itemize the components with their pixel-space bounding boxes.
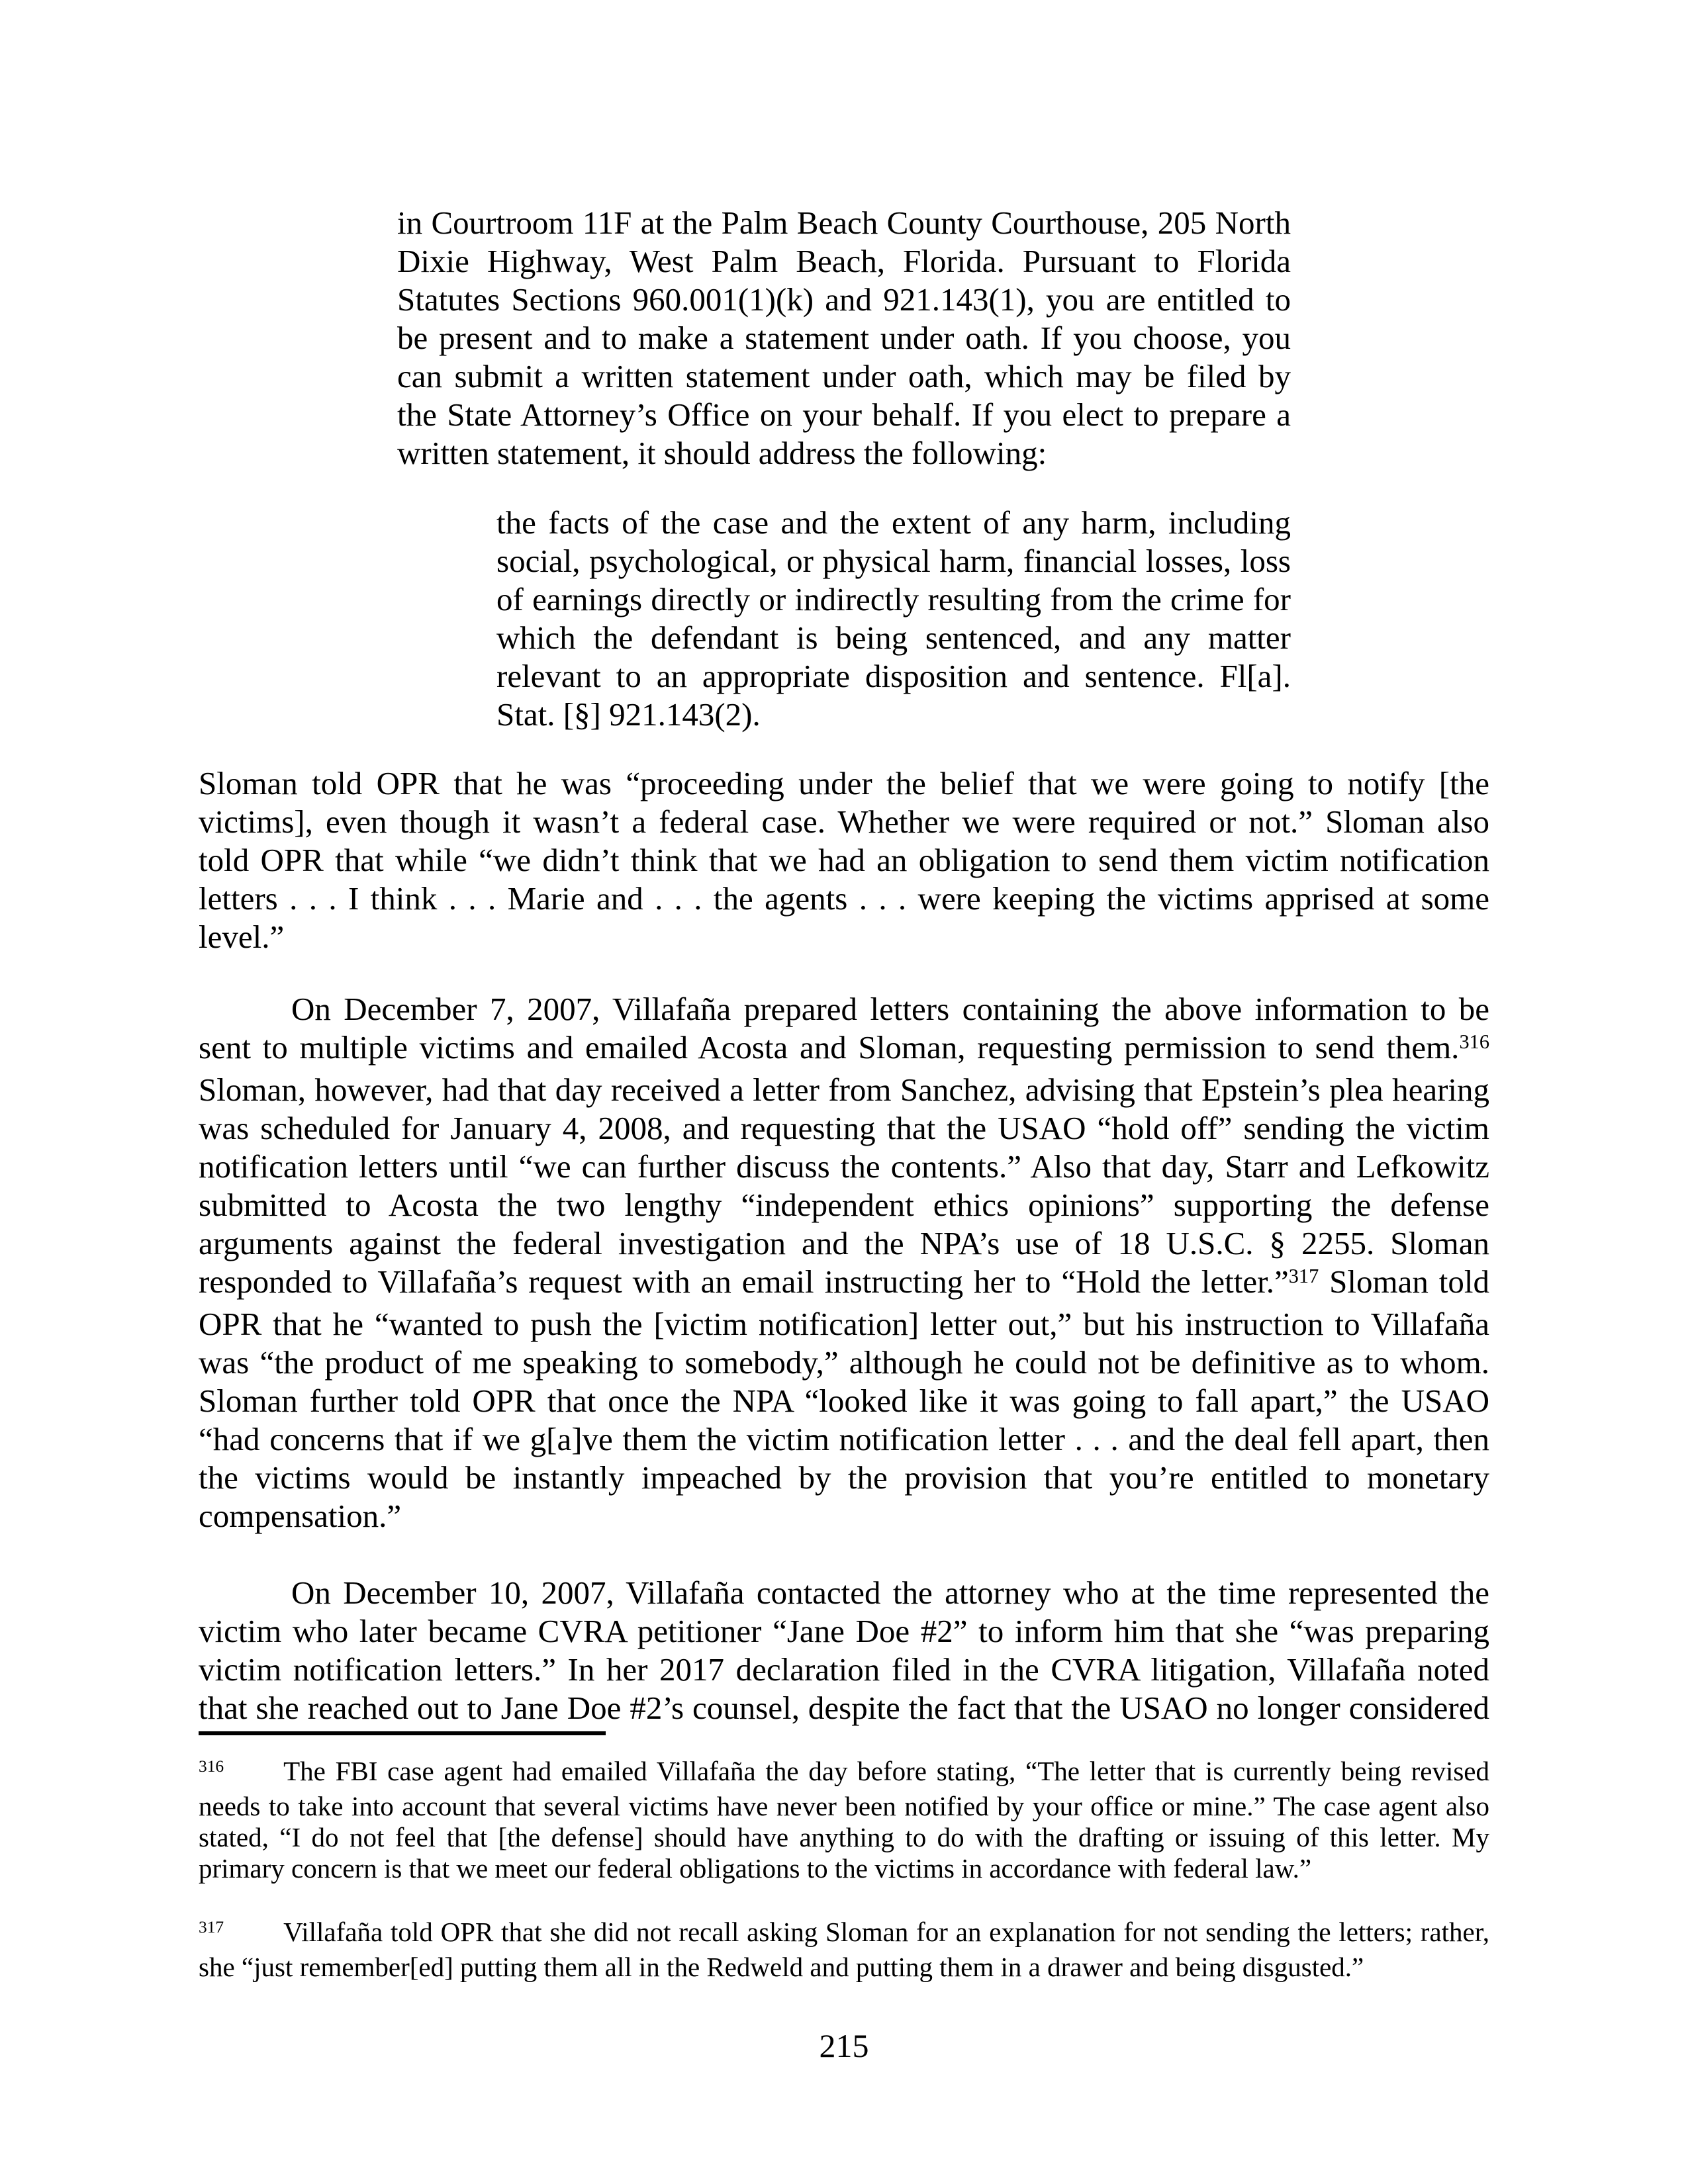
text-line: the State Attorney’s Office on your behalf. If you elect to prepare a bbox=[397, 396, 1291, 433]
text-line: the victims would be instantly impeached by the provision that you’re entitled to monetary bbox=[199, 1459, 1489, 1496]
text-line bbox=[199, 1028, 1489, 1071]
text-line: primary concern is that we meet our federal obligations to the victims in accordance with federal law.” bbox=[199, 1853, 1312, 1884]
text-line: needs to take into account that several victims have never been notified by your office or mine.” The case agent also bbox=[199, 1791, 1489, 1821]
text-line bbox=[199, 1263, 1489, 1305]
text-line: Dixie Highway, West Palm Beach, Florida. Pursuant to Florida bbox=[397, 243, 1291, 279]
text-line: victims], even though it wasn’t a federal case. Whether we were required or not.” Sloman also bbox=[199, 803, 1489, 840]
text-line: OPR that he “wanted to push the [victim notification] letter out,” but his instruction to Villafaña bbox=[199, 1306, 1489, 1342]
text-line: letters . . . I think . . . Marie and . . . the agents . . . were keeping the victims apprised at some bbox=[199, 880, 1489, 917]
text-line: “had concerns that if we g[a]ve them the victim notification letter . . . and the deal fell apart, then bbox=[199, 1421, 1489, 1457]
text-line: victim notification letters.” In her 2017 declaration filed in the CVRA litigation, Villafaña noted bbox=[199, 1651, 1489, 1688]
page-number: 215 bbox=[819, 2027, 869, 2064]
text-line: compensation.” bbox=[199, 1498, 402, 1534]
text-segment: sent to multiple victims and emailed Acosta and Sloman, requesting permission to send them. bbox=[199, 1029, 1460, 1066]
paragraph-december-7-2007 bbox=[199, 990, 1489, 1535]
text-line: in Courtroom 11F at the Palm Beach County Courthouse, 205 North bbox=[397, 205, 1291, 241]
paragraph-december-10-2007 bbox=[199, 1574, 1489, 1727]
text-line bbox=[199, 1917, 1489, 1952]
text-line: the facts of the case and the extent of any harm, including bbox=[496, 504, 1291, 541]
text-segment: The FBI case agent had emailed Villafaña the day before stating, “The letter that is currently being revised bbox=[283, 1756, 1489, 1786]
text-line: Stat. [§] 921.143(2). bbox=[496, 696, 761, 733]
footnote-reference: 317 bbox=[199, 1918, 224, 1937]
text-line: was “the product of me speaking to somebody,” although he could not be definitive as to whom. bbox=[199, 1344, 1489, 1381]
text-line: level.” bbox=[199, 919, 285, 955]
text-line: social, psychological, or physical harm, financial losses, loss bbox=[496, 543, 1291, 579]
text-line: can submit a written statement under oath, which may be filed by bbox=[397, 358, 1291, 394]
text-line: relevant to an appropriate disposition and sentence. Fl[a]. bbox=[496, 658, 1291, 694]
text-line: told OPR that while “we didn’t think that we had an obligation to send them victim notification bbox=[199, 842, 1489, 878]
text-line: that she reached out to Jane Doe #2’s counsel, despite the fact that the USAO no longer considered bbox=[199, 1690, 1489, 1726]
footnote-317 bbox=[199, 1917, 1489, 1983]
text-line: of earnings directly or indirectly resulting from the crime for bbox=[496, 581, 1291, 617]
blockquote-level-1 bbox=[397, 204, 1291, 473]
text-line: Sloman further told OPR that once the NPA “looked like it was going to fall apart,” the USAO bbox=[199, 1383, 1489, 1419]
text-line: notification letters until “we can further discuss the contents.” Also that day, Starr and Lefkowitz bbox=[199, 1148, 1489, 1185]
footnote-separator bbox=[199, 1731, 606, 1735]
footnote-reference: 316 bbox=[1459, 1030, 1489, 1053]
text-line: be present and to make a statement under oath. If you choose, you bbox=[397, 320, 1291, 356]
text-line: was scheduled for January 4, 2008, and requesting that the USAO “hold off” sending the victim bbox=[199, 1110, 1489, 1146]
text-line: submitted to Acosta the two lengthy “independent ethics opinions” supporting the defense bbox=[199, 1187, 1489, 1223]
text-line: Sloman, however, had that day received a letter from Sanchez, advising that Epstein’s plea hearing bbox=[199, 1071, 1489, 1108]
text-line: which the defendant is being sentenced, and any matter bbox=[496, 619, 1291, 656]
text-line: written statement, it should address the following: bbox=[397, 435, 1047, 471]
text-segment: Villafaña told OPR that she did not recall asking Sloman for an explanation for not sending the letters; rather, bbox=[283, 1917, 1489, 1947]
text-line: Statutes Sections 960.001(1)(k) and 921.143(1), you are entitled to bbox=[397, 281, 1291, 318]
text-segment: responded to Villafaña’s request with an email instructing her to “Hold the letter.” bbox=[199, 1263, 1289, 1300]
text-line: stated, “I do not feel that [the defense] should have anything to do with the drafting or issuing of this letter. My bbox=[199, 1822, 1489, 1852]
text-segment: Sloman told bbox=[1319, 1263, 1489, 1300]
paragraph-sloman-told-opr bbox=[199, 764, 1489, 956]
footnote-316 bbox=[199, 1756, 1489, 1884]
text-line: she “just remember[ed] putting them all in the Redweld and putting them in a drawer and being disgusted.” bbox=[199, 1952, 1364, 1982]
text-line: arguments against the federal investigation and the NPA’s use of 18 U.S.C. § 2255. Sloman bbox=[199, 1225, 1489, 1261]
footnote-reference: 316 bbox=[199, 1757, 224, 1776]
blockquote-level-2 bbox=[496, 504, 1291, 734]
text-line: victim who later became CVRA petitioner “Jane Doe #2” to inform him that she “was preparing bbox=[199, 1613, 1489, 1649]
text-line: On December 10, 2007, Villafaña contacted the attorney who at the time represented the bbox=[291, 1574, 1489, 1611]
text-line: On December 7, 2007, Villafaña prepared letters containing the above information to be bbox=[291, 991, 1489, 1027]
text-line bbox=[199, 1756, 1489, 1791]
text-line: Sloman told OPR that he was “proceeding under the belief that we were going to notify [the bbox=[199, 765, 1489, 801]
footnote-reference: 317 bbox=[1288, 1264, 1319, 1287]
